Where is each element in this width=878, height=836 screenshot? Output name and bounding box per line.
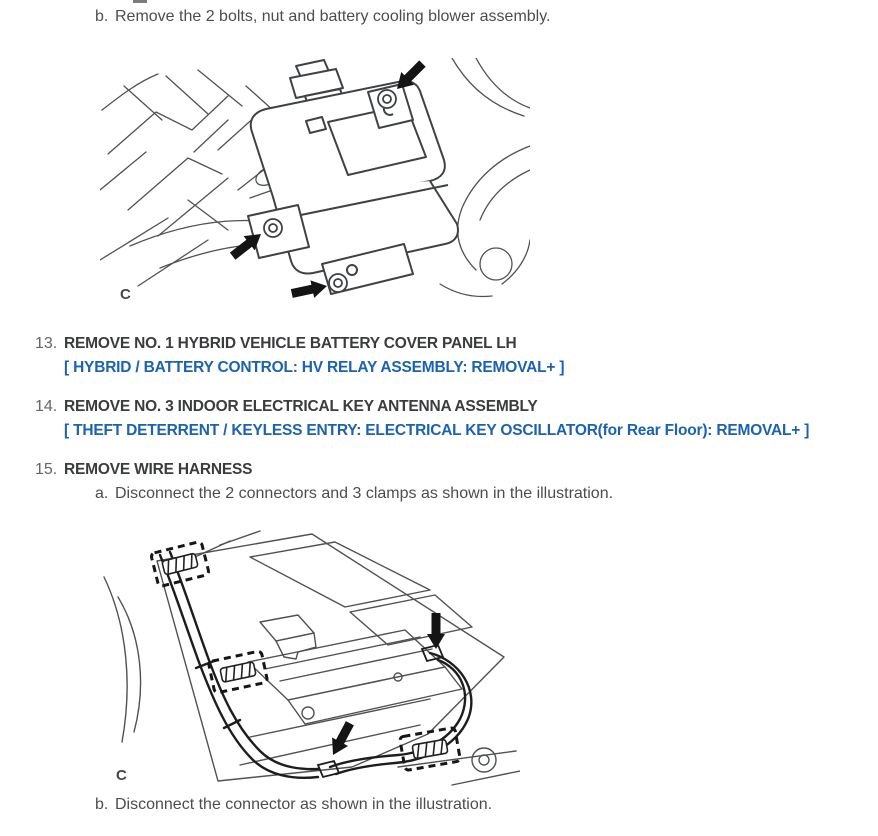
step-title: REMOVE WIRE HARNESS	[64, 461, 253, 478]
substep-text: Disconnect the 2 connectors and 3 clamps as shown in the illustration.	[115, 485, 614, 502]
substep-label: b.	[95, 796, 109, 813]
wire-harness-illustration	[100, 527, 520, 789]
blower-assembly-body	[248, 60, 458, 294]
cropped-text-remnant	[133, 0, 147, 3]
step-title: REMOVE NO. 1 HYBRID VEHICLE BATTERY COVER PANEL LH	[64, 335, 517, 352]
step-number: 14.	[35, 398, 58, 415]
arrow-icon	[290, 277, 329, 302]
procedure-link-hv-relay[interactable]: [ HYBRID / BATTERY CONTROL: HV RELAY ASSEMBLY: REMOVAL+ ]	[64, 359, 565, 376]
substep-label: b.	[95, 8, 109, 25]
procedure-link-key-oscillator[interactable]: [ THEFT DETERRENT / KEYLESS ENTRY: ELECTRICAL KEY OSCILLATOR(for Rear Floor): REMOVAL+ ]	[64, 422, 810, 439]
substep-disconnect-connectors	[95, 484, 613, 504]
step-13	[35, 334, 870, 378]
substep-label: a.	[95, 485, 109, 502]
substep-disconnect-connector	[95, 795, 492, 815]
step-15	[35, 460, 870, 480]
arrow-icon	[427, 613, 445, 649]
step-14	[35, 397, 870, 441]
arrow-icon	[325, 719, 358, 759]
step-title: REMOVE NO. 3 INDOOR ELECTRICAL KEY ANTENNA ASSEMBLY	[64, 398, 538, 415]
step-number: 15.	[35, 461, 58, 478]
figure-label: C	[120, 286, 131, 303]
figure-blower-assembly	[100, 58, 530, 310]
step-number: 13.	[35, 335, 58, 352]
substep-remove-blower	[95, 7, 551, 27]
figure-wire-harness	[100, 527, 520, 789]
blower-assembly-illustration	[100, 58, 530, 310]
substep-text: Disconnect the connector as shown in the illustration.	[115, 796, 493, 813]
connector-arrow-indicators	[325, 613, 445, 759]
figure-label: C	[116, 767, 127, 784]
substep-text: Remove the 2 bolts, nut and battery cooling blower assembly.	[115, 8, 551, 25]
